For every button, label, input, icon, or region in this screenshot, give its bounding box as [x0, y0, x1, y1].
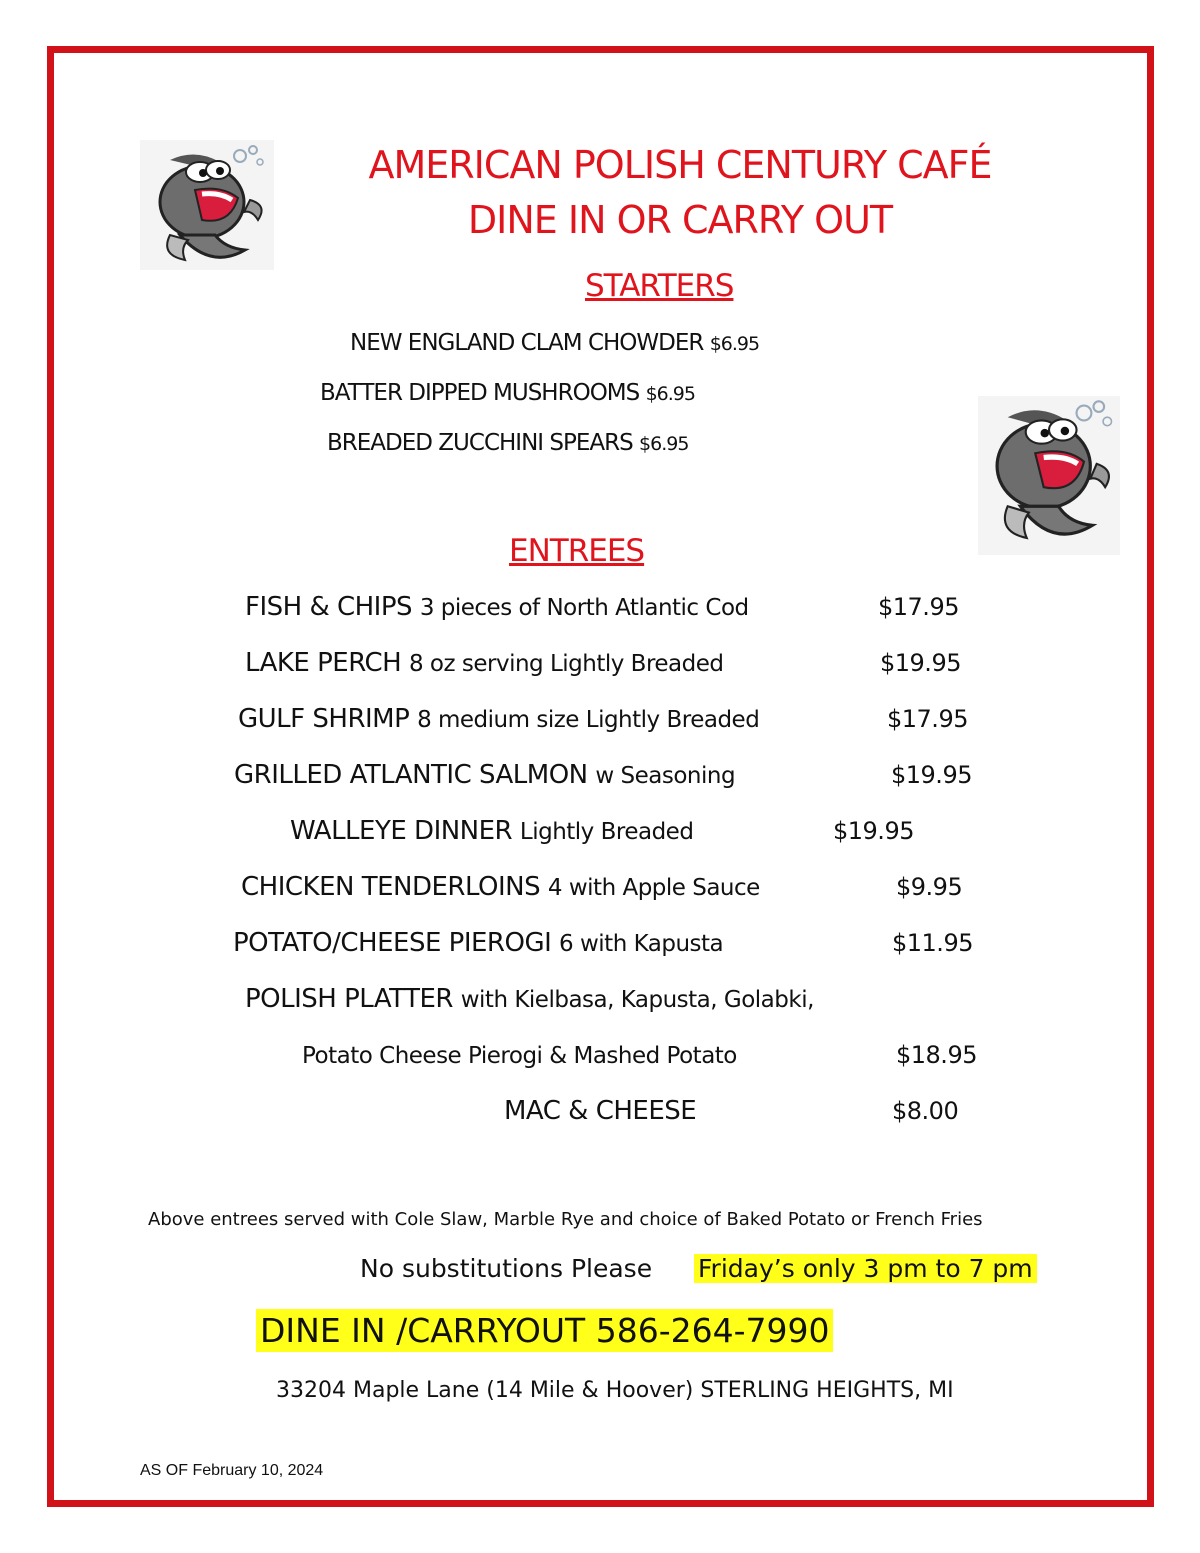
entree-item: [504, 1096, 696, 1126]
starter-price: $6.95: [709, 333, 760, 355]
friday-hours-badge: Friday’s only 3 pm to 7 pm: [694, 1254, 1037, 1283]
starter-item: [327, 430, 688, 456]
entree-item: [290, 816, 693, 846]
menu-subtitle: DINE IN OR CARRY OUT: [467, 198, 893, 242]
entree-item: [245, 592, 749, 622]
starter-price: $6.95: [645, 383, 695, 405]
entree-desc: Lightly Breaded: [519, 819, 694, 845]
entree-name: POLISH PLATTER: [245, 984, 453, 1014]
entree-name: FISH & CHIPS: [245, 592, 413, 622]
starters-heading: STARTERS: [585, 268, 734, 304]
entree-price: $19.95: [880, 649, 961, 677]
entree-item: [245, 648, 723, 678]
starter-name: BREADED ZUCCHINI SPEARS: [327, 430, 633, 456]
entree-name: WALLEYE DINNER: [290, 816, 513, 846]
entree-desc: Potato Cheese Pierogi & Mashed Potato: [302, 1043, 737, 1069]
entree-desc: 8 oz serving Lightly Breaded: [408, 651, 724, 677]
entree-item: [241, 872, 760, 902]
entree-price: $8.00: [892, 1097, 959, 1125]
entree-item: [234, 760, 735, 790]
starter-item: [350, 330, 759, 356]
cartoon-fish-icon: [978, 393, 1120, 558]
entree-desc: 4 with Apple Sauce: [547, 875, 760, 901]
entree-item: [238, 704, 759, 734]
entree-name: LAKE PERCH: [245, 648, 402, 678]
entree-price: $18.95: [896, 1041, 977, 1069]
entree-item-continued: [302, 1040, 737, 1070]
entree-price: $9.95: [896, 873, 963, 901]
cartoon-fish-icon: [140, 140, 274, 270]
menu-title: AMERICAN POLISH CENTURY CAFÉ: [368, 143, 992, 187]
address: 33204 Maple Lane (14 Mile & Hoover) STERLING HEIGHTS, MI: [276, 1378, 954, 1403]
phone-number[interactable]: 586-264-7990: [595, 1311, 830, 1350]
no-substitutions-note: No substitutions Please: [360, 1254, 653, 1283]
entree-name: GULF SHRIMP: [238, 704, 410, 734]
entree-item: [233, 928, 723, 958]
entree-name: GRILLED ATLANTIC SALMON: [234, 760, 588, 790]
dine-in-carryout-banner: [256, 1309, 833, 1352]
entree-price: $19.95: [833, 817, 914, 845]
entree-price: $17.95: [878, 593, 959, 621]
entree-price: $11.95: [892, 929, 973, 957]
entree-desc: with Kielbasa, Kapusta, Golabki,: [460, 987, 814, 1013]
entree-name: CHICKEN TENDERLOINS: [241, 872, 541, 902]
entree-price: $19.95: [891, 761, 972, 789]
starter-item: [320, 380, 695, 406]
served-with-note: Above entrees served with Cole Slaw, Marble Rye and choice of Baked Potato or French Fries: [148, 1209, 983, 1230]
entree-name: POTATO/CHEESE PIEROGI: [233, 928, 552, 958]
starter-name: NEW ENGLAND CLAM CHOWDER: [350, 330, 704, 356]
dine-in-label: DINE IN /CARRYOUT: [260, 1311, 586, 1350]
entree-desc: 8 medium size Lightly Breaded: [417, 707, 760, 733]
entree-desc: 6 with Kapusta: [559, 931, 724, 957]
entree-name: MAC & CHEESE: [504, 1096, 697, 1126]
entree-desc: 3 pieces of North Atlantic Cod: [419, 595, 749, 621]
as-of-date: AS OF February 10, 2024: [140, 1462, 324, 1479]
starter-price: $6.95: [639, 433, 689, 455]
entree-item: [245, 984, 814, 1014]
entrees-heading: ENTREES: [509, 533, 645, 569]
starter-name: BATTER DIPPED MUSHROOMS: [320, 380, 640, 406]
entree-desc: w Seasoning: [595, 763, 736, 789]
entree-price: $17.95: [887, 705, 968, 733]
